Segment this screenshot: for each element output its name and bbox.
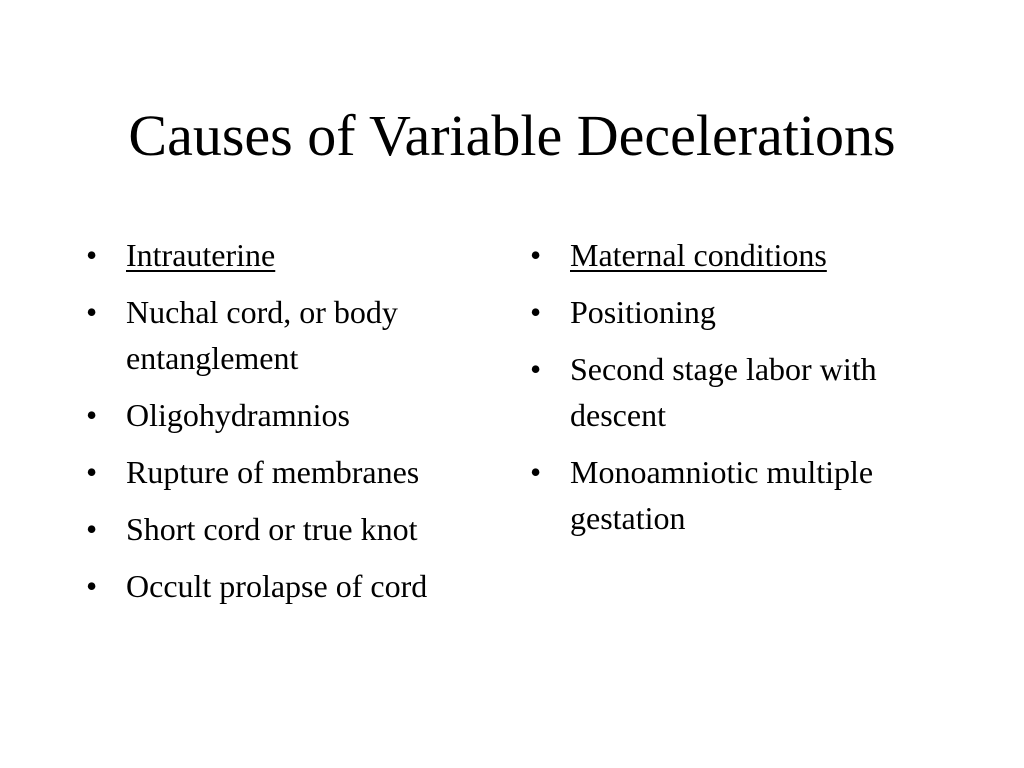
bullet-icon: • [86, 397, 98, 433]
bullet-icon: • [530, 237, 542, 273]
left-item-text: Short cord or true knot [126, 511, 418, 547]
right-item-text: Second stage labor with descent [570, 351, 877, 433]
left-item-text: Oligohydramnios [126, 397, 350, 433]
left-item-text: Nuchal cord, or body entanglement [126, 294, 398, 376]
left-list-item [86, 449, 506, 495]
left-heading-item [86, 232, 506, 278]
right-column-heading: Maternal conditions [570, 237, 827, 273]
bullet-icon: • [530, 454, 542, 490]
right-bullet-list [530, 232, 910, 552]
bullet-icon: • [86, 568, 98, 604]
bullet-icon: • [86, 511, 98, 547]
right-list-item [530, 346, 910, 438]
right-item-text: Monoamniotic multiple gestation [570, 454, 874, 536]
right-list-item [530, 289, 910, 335]
left-item-text: Occult prolapse of cord [126, 568, 428, 604]
left-list-item [86, 506, 506, 552]
left-list-item [86, 289, 506, 381]
right-list-item [530, 449, 910, 541]
right-heading-item [530, 232, 910, 278]
left-item-text: Rupture of membranes [126, 454, 420, 490]
left-list-item [86, 392, 506, 438]
left-list-item [86, 563, 506, 609]
bullet-icon: • [530, 294, 542, 330]
left-column-heading: Intrauterine [126, 237, 276, 273]
bullet-icon: • [86, 454, 98, 490]
bullet-icon: • [86, 294, 98, 330]
slide-title: Causes of Variable Decelerations [128, 103, 896, 168]
bullet-icon: • [530, 351, 542, 387]
left-bullet-list [86, 232, 506, 620]
right-item-text: Positioning [570, 294, 716, 330]
bullet-icon: • [86, 237, 98, 273]
